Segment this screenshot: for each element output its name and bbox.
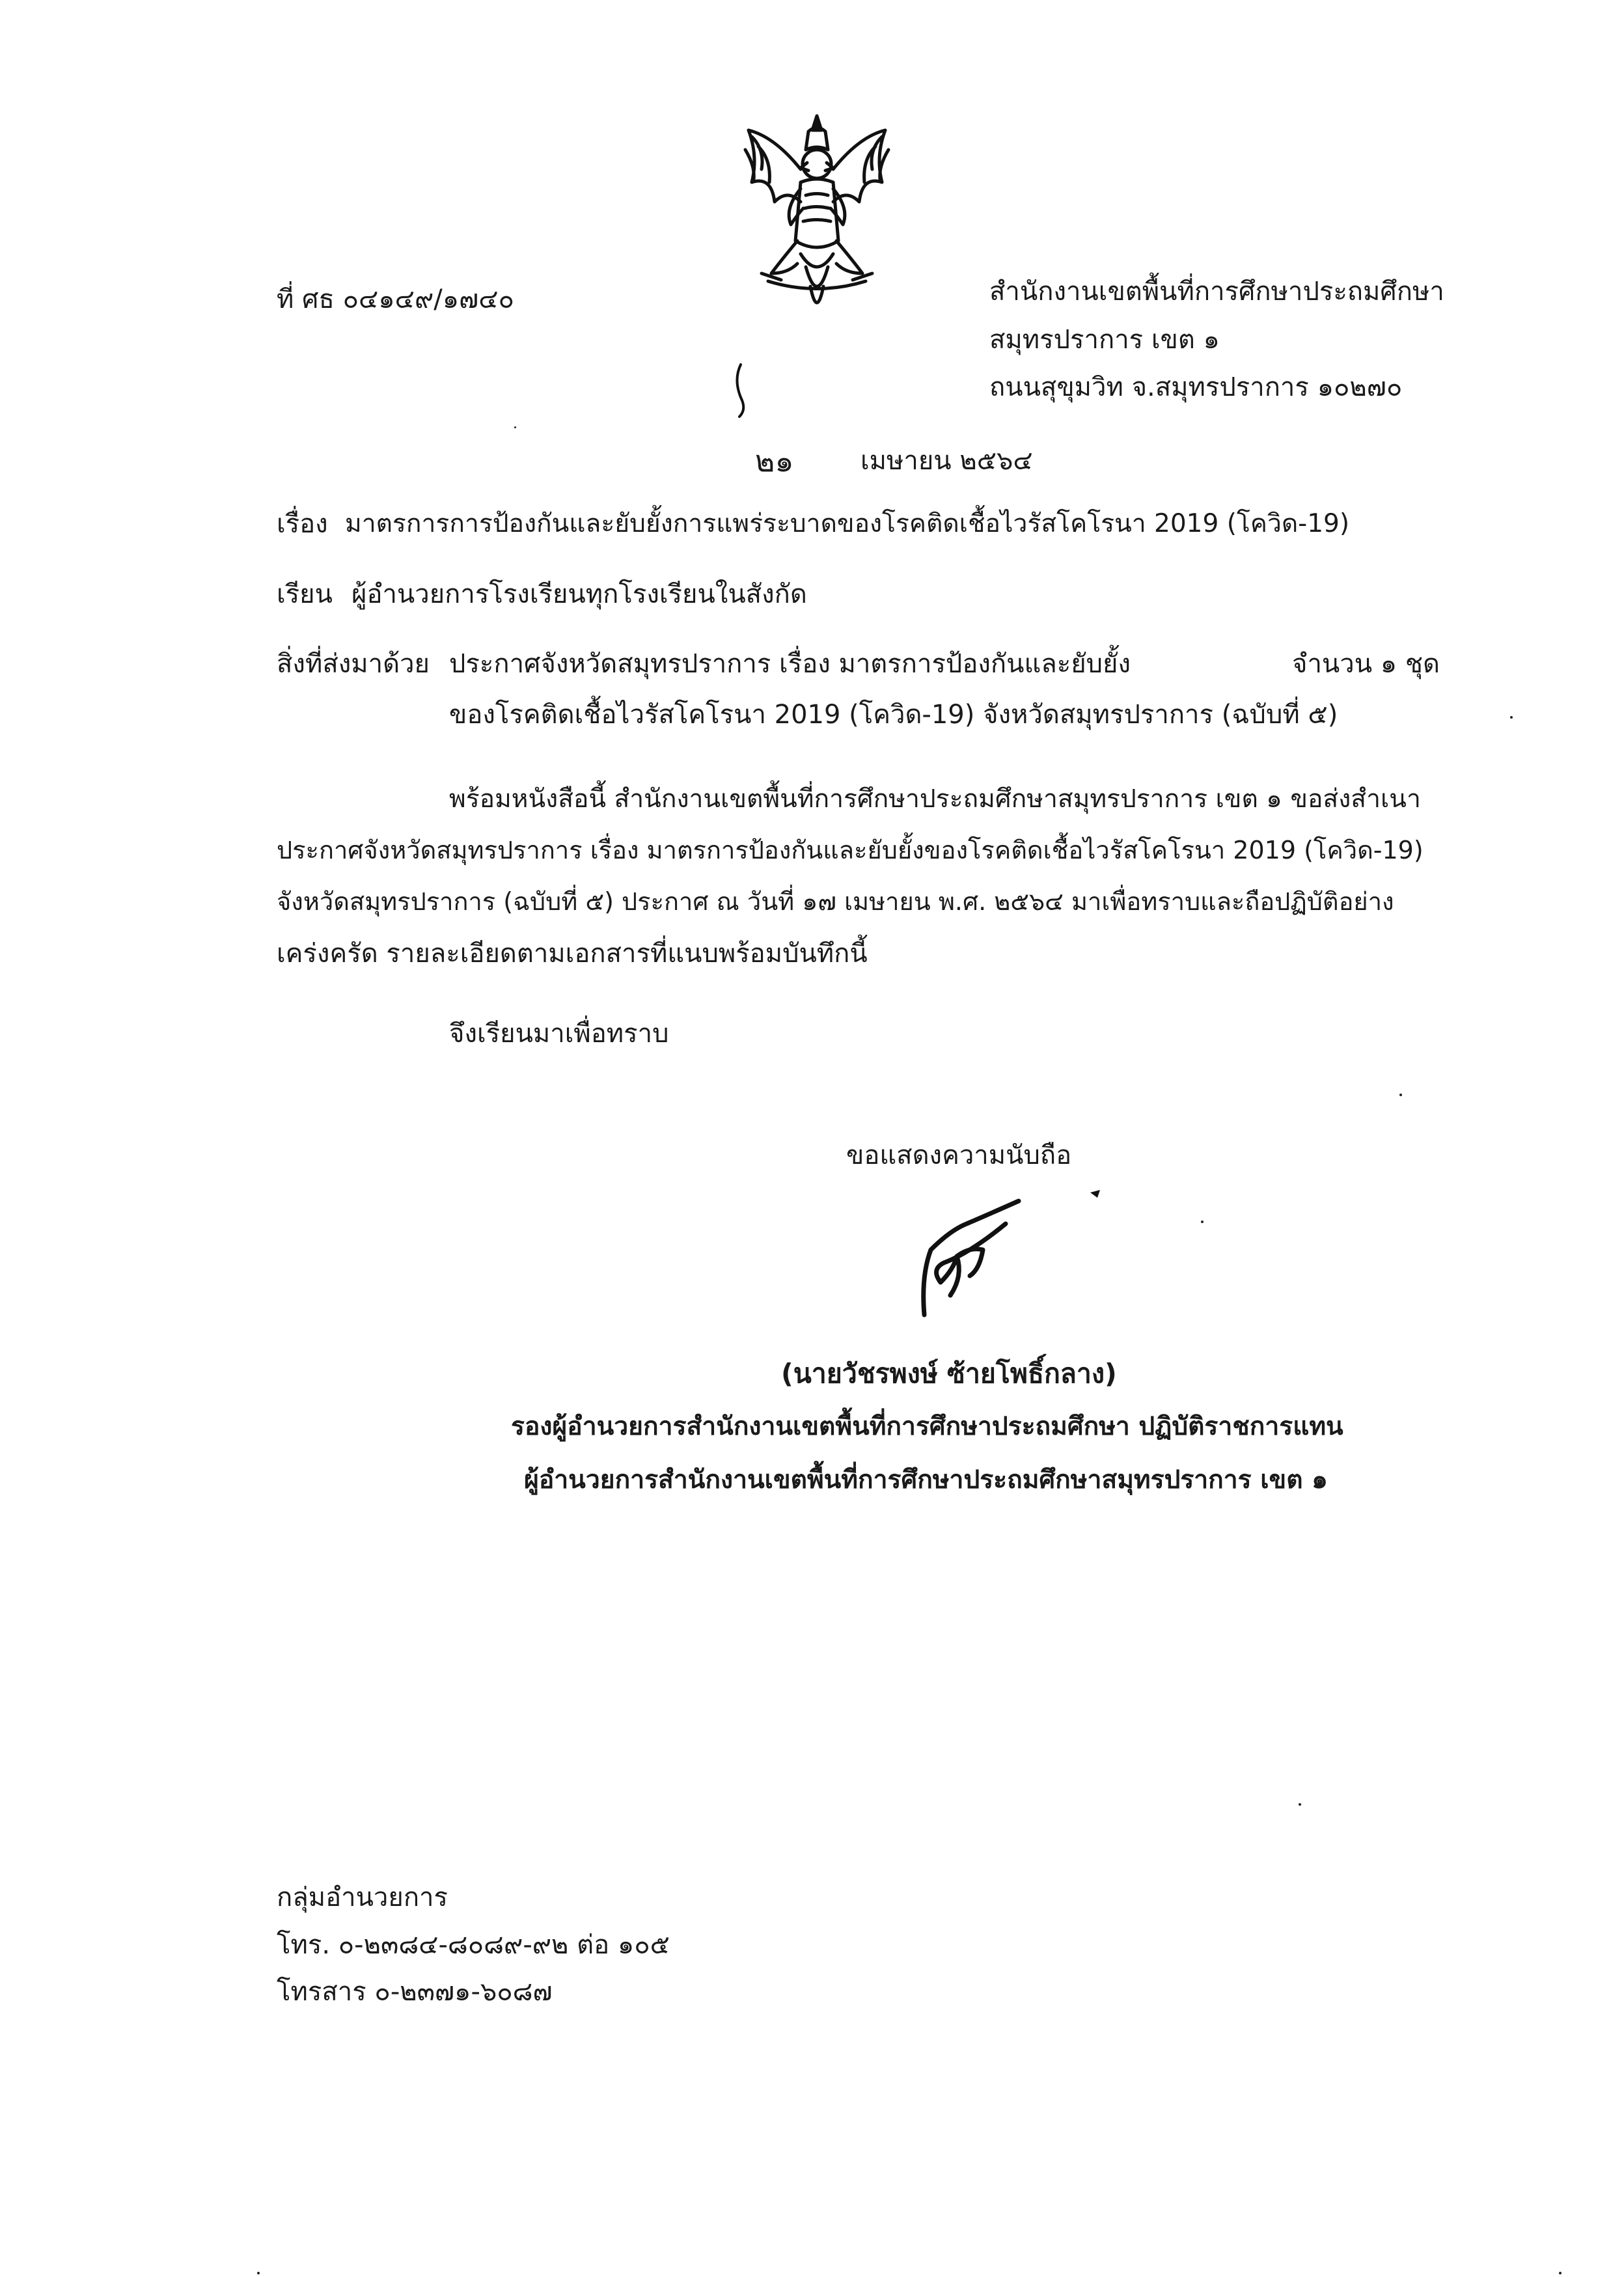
signatory-name: (นายวัชรพงษ์ ซ้ายโพธิ์กลาง) <box>781 1358 1117 1389</box>
attachment-line1: ประกาศจังหวัดสมุทรปราการ เรื่อง มาตรการป้องกันและยับยั้ง <box>449 649 1131 679</box>
date-month-year: เมษายน ๒๕๖๔ <box>860 446 1033 476</box>
office-address: ถนนสุขุมวิท จ.สมุทรปราการ ๑๐๒๗๐ <box>989 372 1403 402</box>
garuda-emblem-icon <box>736 111 898 332</box>
closing-request: จึงเรียนมาเพื่อทราบ <box>449 1019 669 1049</box>
attachment-line2: ของโรคติดเชื้อไวรัสโคโรนา 2019 (โควิด-19) จังหวัดสมุทรปราการ (ฉบับที่ ๕) <box>449 700 1338 730</box>
handwritten-signature <box>905 1185 1113 1321</box>
addressee-text: ผู้อำนวยการโรงเรียนทุกโรงเรียนในสังกัด <box>351 579 807 609</box>
date-day: ๒๑ <box>755 443 794 478</box>
office-name-line2: สมุทรปราการ เขต ๑ <box>989 325 1220 355</box>
scan-speck <box>1299 1803 1301 1806</box>
scan-speck <box>1399 1094 1402 1096</box>
signatory-position-line1: รองผู้อำนวยการสำนักงานเขตพื้นที่การศึกษาประถมศึกษา ปฏิบัติราชการแทน <box>511 1412 1343 1441</box>
office-name-line1: สำนักงานเขตพื้นที่การศึกษาประถมศึกษา <box>989 277 1444 307</box>
body-line3: จังหวัดสมุทรปราการ (ฉบับที่ ๕) ประกาศ ณ วันที่ ๑๗ เมษายน พ.ศ. ๒๕๖๔ มาเพื่อทราบและถือปฏิบัติอย่าง <box>277 887 1394 916</box>
attachment-label: สิ่งที่ส่งมาด้วย <box>277 649 430 679</box>
footer-department: กลุ่มอำนวยการ <box>277 1883 448 1912</box>
attachment-quantity: จำนวน ๑ ชุด <box>1292 649 1440 679</box>
scan-speck <box>1201 1221 1204 1223</box>
body-line2: ประกาศจังหวัดสมุทรปราการ เรื่อง มาตรการป้องกันและยับยั้งของโรคติดเชื้อไวรัสโคโรนา 2019 (โควิด-19) <box>277 836 1424 864</box>
subject-text: มาตรการการป้องกันและยับยั้งการแพร่ระบาดของโรคติดเชื้อไวรัสโคโรนา 2019 (โควิด-19) <box>345 509 1350 538</box>
body-line1: พร้อมหนังสือนี้ สำนักงานเขตพื้นที่การศึกษาประถมศึกษาสมุทรปราการ เขต ๑ ขอส่งสำเนา <box>449 784 1421 814</box>
salutation: ขอแสดงความนับถือ <box>846 1140 1072 1170</box>
signatory-position-line2: ผู้อำนวยการสำนักงานเขตพื้นที่การศึกษาประถมศึกษาสมุทรปราการ เขต ๑ <box>524 1465 1328 1495</box>
body-line4: เคร่งครัด รายละเอียดตามเอกสารที่แนบพร้อมบันทึกนี้ <box>277 939 868 969</box>
scan-speck <box>514 426 516 428</box>
scan-speck <box>1510 716 1513 719</box>
scan-speck <box>1559 2272 1562 2274</box>
subject-label: เรื่อง <box>277 509 328 539</box>
reference-number: ที่ ศธ ๐๔๑๔๙/๑๗๔๐ <box>277 284 514 314</box>
addressee-label: เรียน <box>277 579 333 609</box>
date-handwritten-mark <box>728 361 760 420</box>
footer-phone: โทร. ๐-๒๓๘๔-๘๐๘๙-๙๒ ต่อ ๑๐๕ <box>277 1930 670 1960</box>
footer-fax: โทรสาร ๐-๒๓๗๑-๖๐๘๗ <box>277 1977 553 2007</box>
scan-speck <box>257 2272 260 2274</box>
